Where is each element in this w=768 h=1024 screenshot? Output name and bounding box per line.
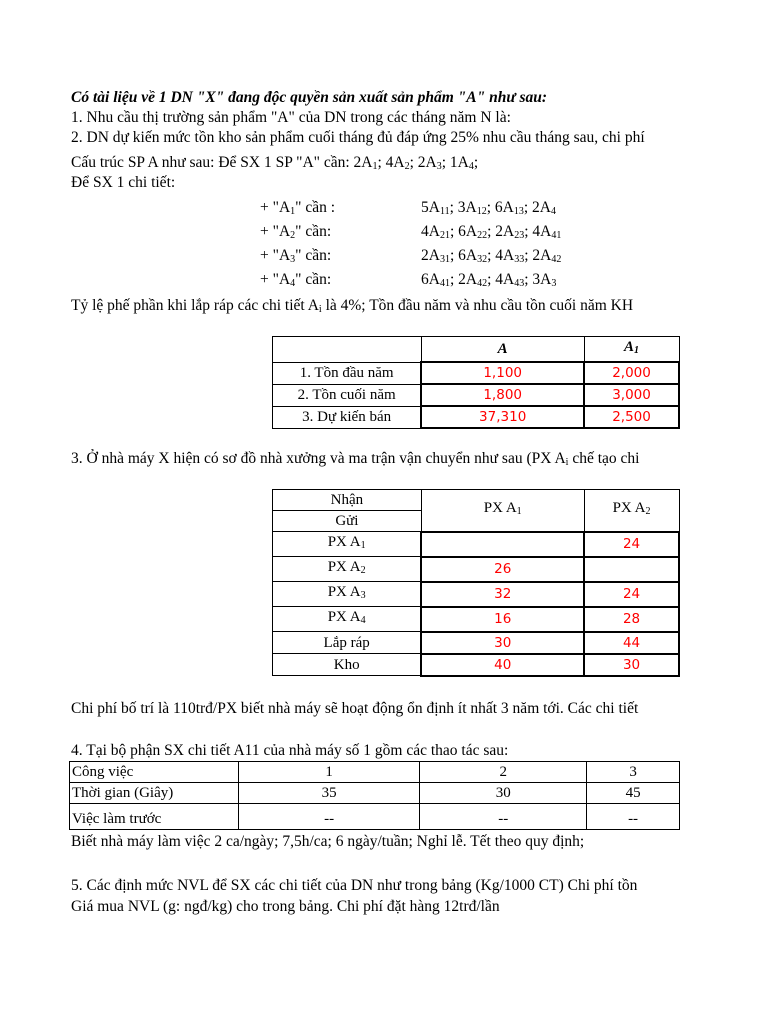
- transport-cell-v2[interactable]: 44: [584, 632, 679, 654]
- transport-row-label: PX $A_4$: [273, 607, 422, 632]
- inventory-header-empty: [273, 337, 422, 363]
- inventory-cell-a[interactable]: 1,800: [421, 384, 584, 406]
- transport-cell-v2[interactable]: 24: [584, 582, 679, 607]
- task-cell: --: [420, 804, 587, 830]
- transport-row-label: PX $A_3$: [273, 582, 422, 607]
- transport-cell-v2[interactable]: 28: [584, 607, 679, 632]
- part-a1-value: $5A_{11}$; $3A_{12}$; $6A_{13}$; $2A_4$: [421, 199, 556, 217]
- inventory-cell-a1[interactable]: 3,000: [584, 384, 679, 406]
- inventory-cell-a[interactable]: 37,310: [421, 406, 584, 428]
- task-cell: --: [587, 804, 680, 830]
- task-cell: 30: [420, 783, 587, 804]
- part-a2-value: $4A_{21}$; $6A_{22}$; $2A_{23}$; $4A_{41}$: [421, 223, 562, 241]
- transport-col-px-a2: PX $A_2$: [584, 490, 679, 532]
- document-title: Có tài liệu về 1 DN "X" đang độc quyền sản xuất sản phẩm "A" như sau:: [71, 89, 548, 106]
- task-row-label: Công việc: [70, 762, 239, 783]
- part-a3-value: $2A_{31}$; $6A_{32}$; $4A_{33}$; $2A_{42}$: [421, 247, 562, 265]
- task-cell: 2: [420, 762, 587, 783]
- inventory-header-a: A: [421, 337, 584, 363]
- part-a4-label: + "$A_4$" cần:: [260, 271, 332, 289]
- transport-row-label: Kho: [273, 654, 422, 676]
- transport-row-label: Lắp ráp: [273, 632, 422, 654]
- transport-cell-v1[interactable]: 30: [421, 632, 584, 654]
- material-price-note: Giá mua NVL (g: ngđ/kg) cho trong bảng. Chi phí đặt hàng 12trđ/lần: [71, 898, 500, 915]
- item-1: 1. Nhu cầu thị trường sản phẩm "A" của DN trong các tháng năm N là:: [71, 109, 511, 126]
- item-2: 2. DN dự kiến mức tồn kho sản phẩm cuối tháng đủ đáp ứng 25% nhu cầu tháng sau, chi phí: [71, 129, 645, 146]
- inventory-row-label: 1. Tồn đầu năm: [273, 362, 422, 384]
- transport-cell-v1[interactable]: [421, 532, 584, 557]
- inventory-row-label: 3. Dự kiến bán: [273, 406, 422, 428]
- transport-cell-v1[interactable]: 26: [421, 557, 584, 582]
- task-cell: 45: [587, 783, 680, 804]
- task-cell: 3: [587, 762, 680, 783]
- inventory-table: [272, 336, 680, 429]
- product-structure: Cấu trúc SP A như sau: Để SX 1 SP "A" cần: $2A_1$; $4A_2$; $2A_3$; $1A_4$;: [71, 154, 479, 172]
- transport-cell-v2[interactable]: 24: [584, 532, 679, 557]
- item-5: 5. Các định mức NVL để SX các chi tiết của DN như trong bảng (Kg/1000 CT) Chi phí tồn: [71, 877, 638, 894]
- inventory-row-label: 2. Tồn cuối năm: [273, 384, 422, 406]
- task-cell: 35: [238, 783, 420, 804]
- inventory-cell-a1[interactable]: 2,500: [584, 406, 679, 428]
- transport-cell-v1[interactable]: 40: [421, 654, 584, 676]
- header-receive: Nhận: [273, 490, 422, 511]
- task-cell: --: [238, 804, 420, 830]
- part-a1-label: + "$A_1$" cần :: [260, 199, 336, 217]
- layout-cost-note: Chi phí bố trí là 110trđ/PX biết nhà máy sẽ hoạt động ổn định ít nhất 3 năm tới. Các chi tiết: [71, 700, 639, 717]
- scrap-note: Tỷ lệ phế phần khi lắp ráp các chi tiết $A_i$ là 4%; Tồn đầu năm và nhu cầu tồn cuối năm KH: [71, 297, 634, 315]
- part-a2-label: + "$A_2$" cần:: [260, 223, 332, 241]
- item-3: 3. Ở nhà máy X hiện có sơ đồ nhà xưởng và ma trận vận chuyển như sau (PX $A_i$ chế tạo chi: [71, 450, 640, 468]
- transport-row-label: PX $A_2$: [273, 557, 422, 582]
- inventory-cell-a[interactable]: 1,100: [421, 362, 584, 384]
- transport-cell-v1[interactable]: 32: [421, 582, 584, 607]
- task-table: [69, 761, 680, 830]
- task-row-label: Thời gian (Giây): [70, 783, 239, 804]
- inventory-cell-a1[interactable]: 2,000: [584, 362, 679, 384]
- part-a4-value: $6A_{41}$; $2A_{42}$; $4A_{43}$; $3A_3$: [421, 271, 557, 289]
- transport-cell-v1[interactable]: 16: [421, 607, 584, 632]
- item-4: 4. Tại bộ phận SX chi tiết A11 của nhà máy số 1 gồm các thao tác sau:: [71, 742, 509, 759]
- transport-cell-v2[interactable]: 30: [584, 654, 679, 676]
- task-cell: 1: [238, 762, 420, 783]
- transport-cell-v2[interactable]: [584, 557, 679, 582]
- inventory-header-a1: $A_1$: [584, 337, 679, 363]
- work-note: Biết nhà máy làm việc 2 ca/ngày; 7,5h/ca; 6 ngày/tuần; Nghỉ lễ. Tết theo quy định;: [71, 833, 585, 850]
- task-row-label: Việc làm trước: [70, 804, 239, 830]
- header-send: Gửi: [273, 511, 422, 532]
- detail-intro: Để SX 1 chi tiết:: [71, 174, 176, 191]
- transport-row-label: PX $A_1$: [273, 532, 422, 557]
- transport-col-px-a1: PX $A_1$: [421, 490, 584, 532]
- transport-table: [272, 489, 680, 677]
- part-a3-label: + "$A_3$" cần:: [260, 247, 332, 265]
